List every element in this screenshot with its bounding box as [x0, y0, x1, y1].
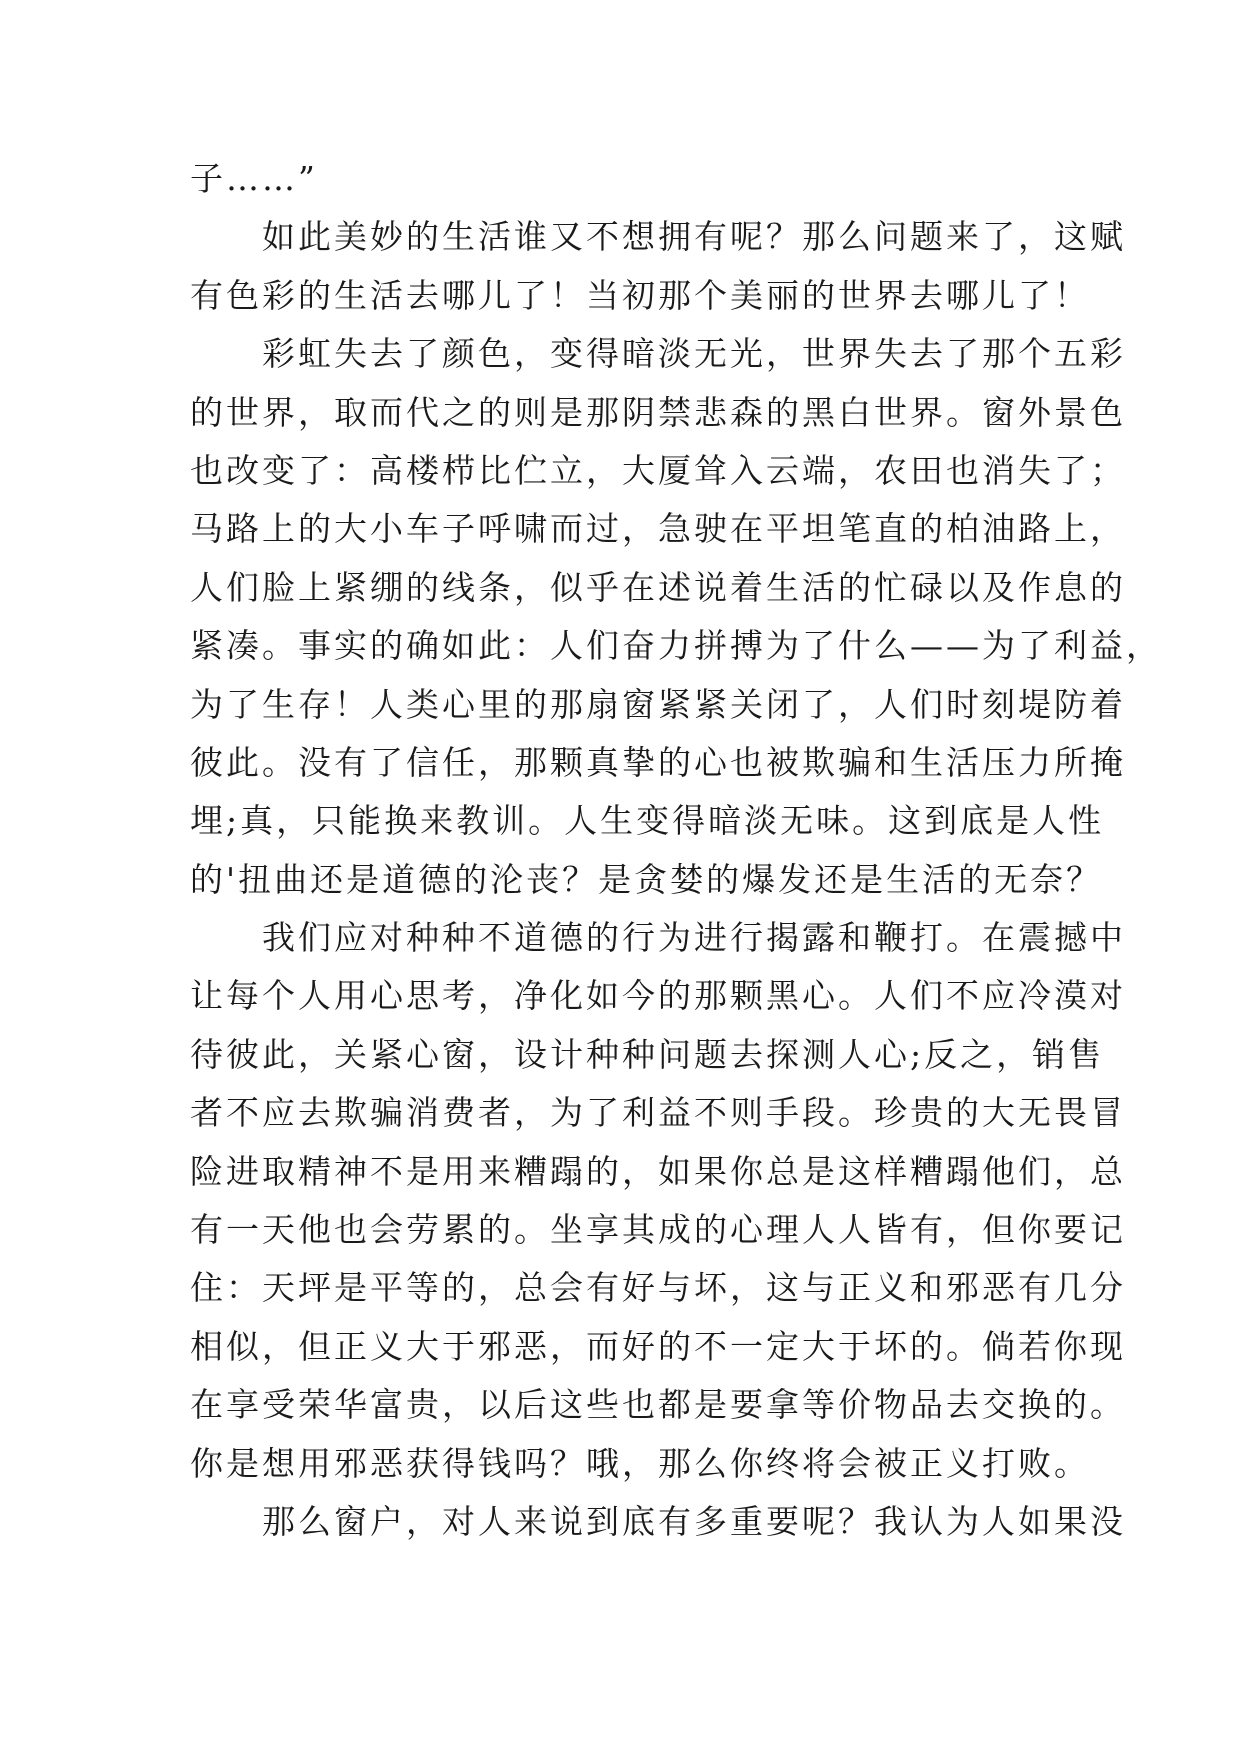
text-line: 人们脸上紧绷的线条，似乎在述说着生活的忙碌以及作息的 [190, 567, 1126, 607]
text-line: 住：天坪是平等的，总会有好与坏，这与正义和邪恶有几分 [190, 1268, 1126, 1308]
text-line: 也改变了：高楼栉比伫立，大厦耸入云端，农田也消失了； [190, 450, 1126, 490]
text-line: 有色彩的生活去哪儿了！当初那个美丽的世界去哪儿了！ [190, 275, 1090, 315]
text-line: 子……” [190, 159, 318, 198]
text-line: 险进取精神不是用来糟蹋的，如果你总是这样糟蹋他们，总 [190, 1151, 1126, 1191]
text-line: 在享受荣华富贵，以后这些也都是要拿等价物品去交换的。 [190, 1385, 1126, 1425]
text-line: 你是想用邪恶获得钱吗？哦，那么你终将会被正义打败。 [190, 1443, 1090, 1483]
document-body [190, 150, 1162, 1551]
text-line: 相似，但正义大于邪恶，而好的不一定大于坏的。倘若你现 [190, 1326, 1126, 1366]
text-line: 彩虹失去了颜色，变得暗淡无光，世界失去了那个五彩 [190, 334, 1126, 374]
text-line: 为了生存！人类心里的那扇窗紧紧关闭了，人们时刻堤防着 [190, 684, 1126, 724]
text-line: 马路上的大小车子呼啸而过，急驶在平坦笔直的柏油路上， [190, 509, 1126, 549]
text-line: 彼此。没有了信任，那颗真挚的心也被欺骗和生活压力所掩 [190, 742, 1126, 782]
text-line: 那么窗户，对人来说到底有多重要呢？我认为人如果没 [190, 1501, 1126, 1541]
text-line: 如此美妙的生活谁又不想拥有呢？那么问题来了，这赋 [190, 217, 1126, 257]
text-line: 紧凑。事实的确如此：人们奋力拼搏为了什么——为了利益， [190, 626, 1162, 666]
text-line: 有一天他也会劳累的。坐享其成的心理人人皆有，但你要记 [190, 1210, 1126, 1250]
text-line: 埋;真，只能换来教训。人生变得暗淡无味。这到底是人性 [190, 801, 1105, 841]
text-line: 让每个人用心思考，净化如今的那颗黑心。人们不应冷漠对 [190, 976, 1126, 1016]
text-line: 的'扭曲还是道德的沦丧？是贪婪的爆发还是生活的无奈？ [190, 859, 1103, 899]
text-line: 的世界，取而代之的则是那阴禁悲森的黑白世界。窗外景色 [190, 392, 1126, 432]
text-line: 者不应去欺骗消费者，为了利益不则手段。珍贵的大无畏冒 [190, 1093, 1126, 1133]
text-line: 待彼此，关紧心窗，设计种种问题去探测人心;反之，销售 [190, 1034, 1105, 1074]
text-line: 我们应对种种不道德的行为进行揭露和鞭打。在震撼中 [190, 918, 1126, 958]
